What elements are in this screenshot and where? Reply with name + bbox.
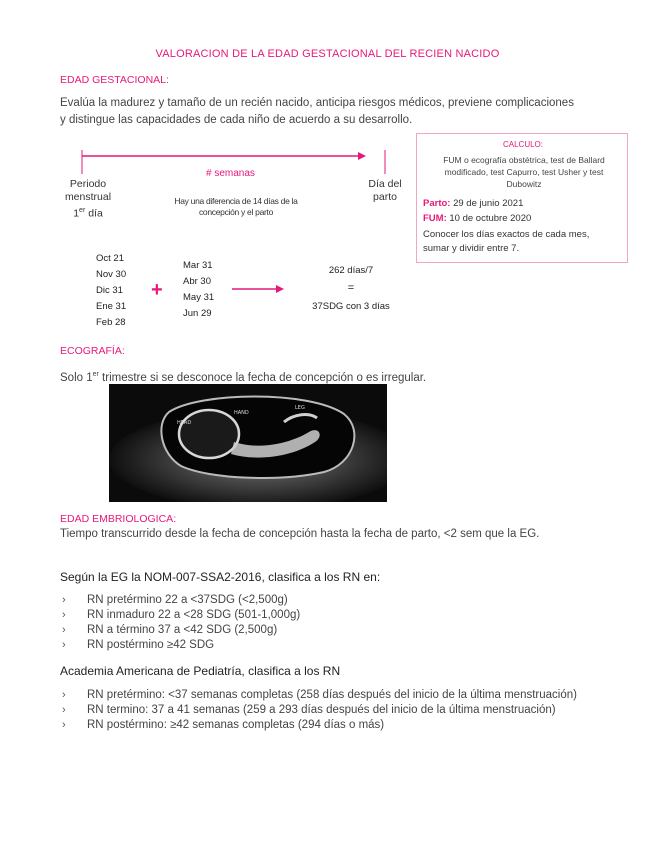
calculo-parto-label: Parto: bbox=[423, 198, 451, 209]
days-col2-item: Jun 29 bbox=[183, 308, 212, 319]
timeline-arrow-label: # semanas bbox=[206, 168, 255, 179]
list-item bbox=[62, 638, 622, 653]
nom-item-text: RN a término 37 a <42 SDG (2,500g) bbox=[87, 624, 278, 636]
list-item bbox=[62, 718, 642, 733]
days-col1-item: Oct 21 bbox=[96, 253, 124, 264]
calculo-note-line-1: Conocer los días exactos de cada mes, bbox=[423, 229, 590, 240]
timeline-note-line-2: concepción y el parto bbox=[198, 207, 274, 217]
ecografia-text-sup: er bbox=[92, 371, 99, 378]
bullet-chevron-icon: › bbox=[62, 689, 66, 701]
nom-item-text: RN pretérmino 22 a <37SDG (<2,500g) bbox=[87, 594, 288, 606]
timeline-left-label-3 bbox=[58, 204, 118, 221]
timeline-left-label-1: Periodo bbox=[69, 178, 107, 190]
days-col2-item: May 31 bbox=[183, 292, 215, 303]
timeline-left-label-2: menstrual bbox=[64, 191, 112, 203]
edad-gestacional-line-2: y distingue las capacidades de cada niño de acuerdo a su desarrollo. bbox=[60, 114, 413, 126]
nom-item-text: RN inmaduro 22 a <28 SDG (501-1,000g) bbox=[87, 609, 301, 621]
timeline-right-label bbox=[362, 178, 408, 204]
calculo-description bbox=[425, 154, 623, 190]
section-heading-edad-embriologica: EDAD EMBRIOLOGICA: bbox=[60, 513, 177, 525]
days-column-2 bbox=[183, 258, 214, 322]
result-arrowhead bbox=[276, 285, 284, 293]
edad-embriologica-text: Tiempo transcurrido desde la fecha de concepción hasta la fecha de parto, <2 sem que la EG. bbox=[60, 528, 540, 540]
days-col1-item: Nov 30 bbox=[96, 269, 127, 280]
ecografia-text-pre: Solo 1 bbox=[60, 371, 93, 384]
aap-list bbox=[62, 688, 642, 733]
edad-gestacional-line-1: Evalúa la madurez y tamaño de un recién nacido, anticipa riesgos médicos, previene complicaciones bbox=[60, 97, 574, 109]
calculo-title: CALCULO: bbox=[502, 140, 543, 149]
ultrasound-label: HEAD bbox=[177, 420, 192, 426]
days-result-2: 37SDG con 3 días bbox=[312, 301, 390, 312]
section-heading-ecografia: ECOGRAFÍA: bbox=[60, 345, 125, 357]
plus-sign: + bbox=[151, 279, 163, 301]
days-column-1 bbox=[96, 251, 126, 331]
days-col2-item: Abr 30 bbox=[183, 276, 211, 287]
timeline-left-label-3-rest: día bbox=[85, 207, 103, 220]
list-item bbox=[62, 593, 622, 608]
ultrasound-label: HAND bbox=[234, 410, 249, 416]
days-col1-item: Ene 31 bbox=[96, 301, 127, 312]
list-item bbox=[62, 608, 622, 623]
calculo-box bbox=[416, 133, 628, 263]
timeline-right-label-2: parto bbox=[373, 191, 397, 203]
calculo-fum-label: FUM: bbox=[423, 213, 447, 224]
calculo-fum-value: 10 de octubre 2020 bbox=[446, 213, 532, 224]
page-title: VALORACION DE LA EDAD GESTACIONAL DEL RECIEN NACIDO bbox=[155, 48, 500, 60]
timeline-arrowhead bbox=[358, 152, 366, 160]
nom-item-text: RN postérmino ≥42 SDG bbox=[87, 639, 215, 651]
ultrasound-image bbox=[109, 384, 387, 502]
calculo-desc-line-1: FUM o ecografía obstétrica, test de Ballard bbox=[443, 155, 605, 165]
aap-heading: Academia Americana de Pediatría, clasifica a los RN bbox=[60, 664, 341, 678]
days-col2-item: Mar 31 bbox=[183, 260, 213, 271]
days-result-1: 262 días/7 bbox=[328, 265, 374, 276]
timeline-left-label bbox=[58, 178, 118, 221]
ultrasound-label: LEG bbox=[295, 405, 305, 411]
ecografia-text-post: trimestre si se desconoce la fecha de concepción o es irregular. bbox=[98, 371, 427, 384]
calculo-fum bbox=[423, 212, 531, 225]
timeline-left-label-3-sup: er bbox=[79, 207, 86, 214]
calculo-desc-line-2: modificado, test Capurro, test Usher y test bbox=[444, 167, 604, 177]
nom-heading: Según la EG la NOM-007-SSA2-2016, clasifica a los RN en: bbox=[60, 570, 381, 584]
timeline-note bbox=[160, 196, 312, 218]
timeline-right-label-1: Día del bbox=[368, 178, 402, 190]
calculo-parto-value: 29 de junio 2021 bbox=[450, 198, 524, 209]
days-col1-item: Feb 28 bbox=[96, 317, 126, 328]
edad-gestacional-text bbox=[60, 95, 620, 129]
list-item bbox=[62, 688, 642, 703]
bullet-chevron-icon: › bbox=[62, 639, 66, 651]
list-item bbox=[62, 623, 622, 638]
bullet-chevron-icon: › bbox=[62, 624, 66, 636]
aap-item-text: RN pretérmino: <37 semanas completas (258 días después del inicio de la última menstruación) bbox=[87, 689, 577, 701]
bullet-chevron-icon: › bbox=[62, 704, 66, 716]
aap-item-text: RN termino: 37 a 41 semanas (259 a 293 días después del inicio de la última menstruación) bbox=[87, 704, 556, 716]
days-col1-item: Dic 31 bbox=[96, 285, 123, 296]
ultrasound-graphic bbox=[109, 384, 387, 502]
timeline-note-line-1: Hay una diferencia de 14 días de la bbox=[174, 196, 298, 206]
result-arrow bbox=[232, 284, 284, 294]
bullet-chevron-icon: › bbox=[62, 719, 66, 731]
calculo-parto bbox=[423, 197, 523, 210]
aap-item-text: RN postérmino: ≥42 semanas completas (294 días o más) bbox=[87, 719, 385, 731]
calculo-note-line-2: sumar y dividir entre 7. bbox=[423, 243, 520, 254]
timeline-left-label-3-num: 1 bbox=[73, 207, 80, 220]
fetus-head bbox=[179, 410, 239, 458]
bullet-chevron-icon: › bbox=[62, 594, 66, 606]
section-heading-edad-gestacional: EDAD GESTACIONAL: bbox=[60, 74, 169, 86]
list-item bbox=[62, 703, 642, 718]
bullet-chevron-icon: › bbox=[62, 609, 66, 621]
calculo-desc-line-3: Dubowitz bbox=[506, 179, 542, 189]
nom-list bbox=[62, 593, 622, 653]
days-result-equals: = bbox=[347, 282, 355, 294]
